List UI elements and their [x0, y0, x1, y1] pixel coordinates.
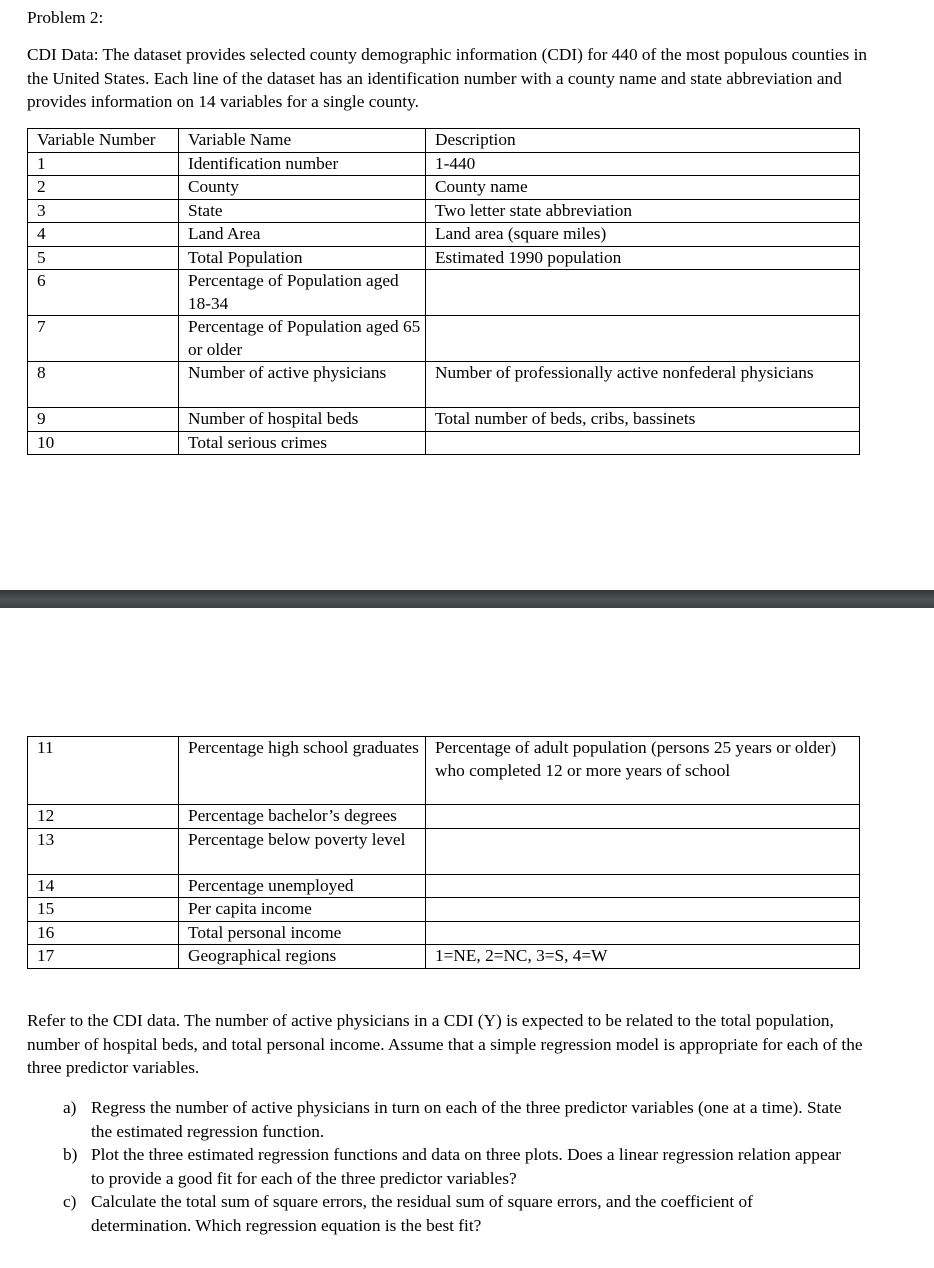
variable-name-cell: Geographical regions	[179, 945, 426, 969]
variable-number-cell: 12	[28, 805, 179, 829]
variables-table-part1	[27, 128, 860, 455]
table-row	[28, 362, 860, 408]
table-row	[28, 921, 860, 945]
variable-number-cell: 3	[28, 199, 179, 223]
question-label: a)	[63, 1098, 77, 1117]
problem-title: Problem 2:	[27, 8, 104, 27]
variable-name-cell: Percentage high school graduates	[179, 737, 426, 805]
table-row	[28, 270, 860, 316]
variable-number-cell: 11	[28, 737, 179, 805]
page-separator	[0, 590, 934, 608]
table-row	[28, 898, 860, 922]
description-cell: Two letter state abbreviation	[426, 199, 860, 223]
description-cell	[426, 270, 860, 316]
description-cell: Total number of beds, cribs, bassinets	[426, 408, 860, 432]
question-label: b)	[63, 1145, 78, 1164]
variable-number-cell: 6	[28, 270, 179, 316]
description-cell	[426, 921, 860, 945]
variable-number-cell: 9	[28, 408, 179, 432]
description-cell	[426, 828, 860, 874]
variable-name-cell: Total serious crimes	[179, 431, 426, 455]
question-text: Calculate the total sum of square errors, the residual sum of square errors, and the coefficient of determination. Which regression equation is the best fit?	[91, 1192, 753, 1235]
variable-number-cell: 5	[28, 246, 179, 270]
variable-number-cell: 8	[28, 362, 179, 408]
variable-name-cell: Total personal income	[179, 921, 426, 945]
variable-number-cell: 13	[28, 828, 179, 874]
description-cell: 1=NE, 2=NC, 3=S, 4=W	[426, 945, 860, 969]
question-text: Regress the number of active physicians in turn on each of the three predictor variables (one at a time). State the estimated regression function.	[91, 1098, 842, 1141]
variable-number-cell: 16	[28, 921, 179, 945]
table-row	[28, 945, 860, 969]
variable-name-cell: Number of active physicians	[179, 362, 426, 408]
variable-name-cell: Number of hospital beds	[179, 408, 426, 432]
variable-number-cell: 7	[28, 316, 179, 362]
variable-name-cell: State	[179, 199, 426, 223]
variable-name-cell: Percentage below poverty level	[179, 828, 426, 874]
table-row	[28, 246, 860, 270]
variable-name-cell: Percentage unemployed	[179, 874, 426, 898]
variable-number-cell: 10	[28, 431, 179, 455]
table-row	[28, 199, 860, 223]
question-list	[63, 1096, 853, 1237]
description-cell: Number of professionally active nonfederal physicians	[426, 362, 860, 408]
table-row	[28, 129, 860, 153]
table-row	[28, 805, 860, 829]
table-row	[28, 737, 860, 805]
variable-number-cell: 1	[28, 152, 179, 176]
table-row	[28, 176, 860, 200]
variable-number-cell: 14	[28, 874, 179, 898]
table-row	[28, 431, 860, 455]
description-cell	[426, 805, 860, 829]
description-cell: Estimated 1990 population	[426, 246, 860, 270]
variable-name-cell: Percentage of Population aged 18-34	[179, 270, 426, 316]
table-row	[28, 223, 860, 247]
description-cell: County name	[426, 176, 860, 200]
table-row	[28, 152, 860, 176]
description-cell: 1-440	[426, 152, 860, 176]
question-item	[63, 1096, 853, 1143]
description-cell: Description	[426, 129, 860, 153]
description-cell	[426, 316, 860, 362]
question-label: c)	[63, 1192, 77, 1211]
variable-number-cell: Variable Number	[28, 129, 179, 153]
question-item	[63, 1143, 853, 1190]
variable-name-cell: Per capita income	[179, 898, 426, 922]
variable-name-cell: Percentage bachelor’s degrees	[179, 805, 426, 829]
variable-name-cell: Land Area	[179, 223, 426, 247]
variable-name-cell: County	[179, 176, 426, 200]
table-row	[28, 316, 860, 362]
intro-paragraph: CDI Data: The dataset provides selected county demographic information (CDI) for 440 of the most populous counties in the United States. Each line of the dataset has an identification number with a county name and state abbreviation and provides information on 14 variables for a single county.	[27, 45, 868, 111]
question-intro: Refer to the CDI data. The number of active physicians in a CDI (Y) is expected to be related to the total population, number of hospital beds, and total personal income. Assume that a simple regression model is appropriate for each of the three predictor variables.	[27, 1011, 863, 1077]
table-row	[28, 408, 860, 432]
variable-name-cell: Identification number	[179, 152, 426, 176]
variable-number-cell: 2	[28, 176, 179, 200]
description-cell: Percentage of adult population (persons 25 years or older) who completed 12 or more years of school	[426, 737, 860, 805]
question-item	[63, 1190, 853, 1237]
question-text: Plot the three estimated regression functions and data on three plots. Does a linear regression relation appear to provide a good fit for each of the three predictor variables?	[91, 1145, 842, 1188]
variable-number-cell: 4	[28, 223, 179, 247]
variable-name-cell: Variable Name	[179, 129, 426, 153]
variable-name-cell: Percentage of Population aged 65 or older	[179, 316, 426, 362]
description-cell: Land area (square miles)	[426, 223, 860, 247]
description-cell	[426, 874, 860, 898]
variable-number-cell: 15	[28, 898, 179, 922]
table-row	[28, 874, 860, 898]
variable-name-cell: Total Population	[179, 246, 426, 270]
variable-number-cell: 17	[28, 945, 179, 969]
variables-table-part2	[27, 736, 860, 969]
table-row	[28, 828, 860, 874]
description-cell	[426, 431, 860, 455]
description-cell	[426, 898, 860, 922]
